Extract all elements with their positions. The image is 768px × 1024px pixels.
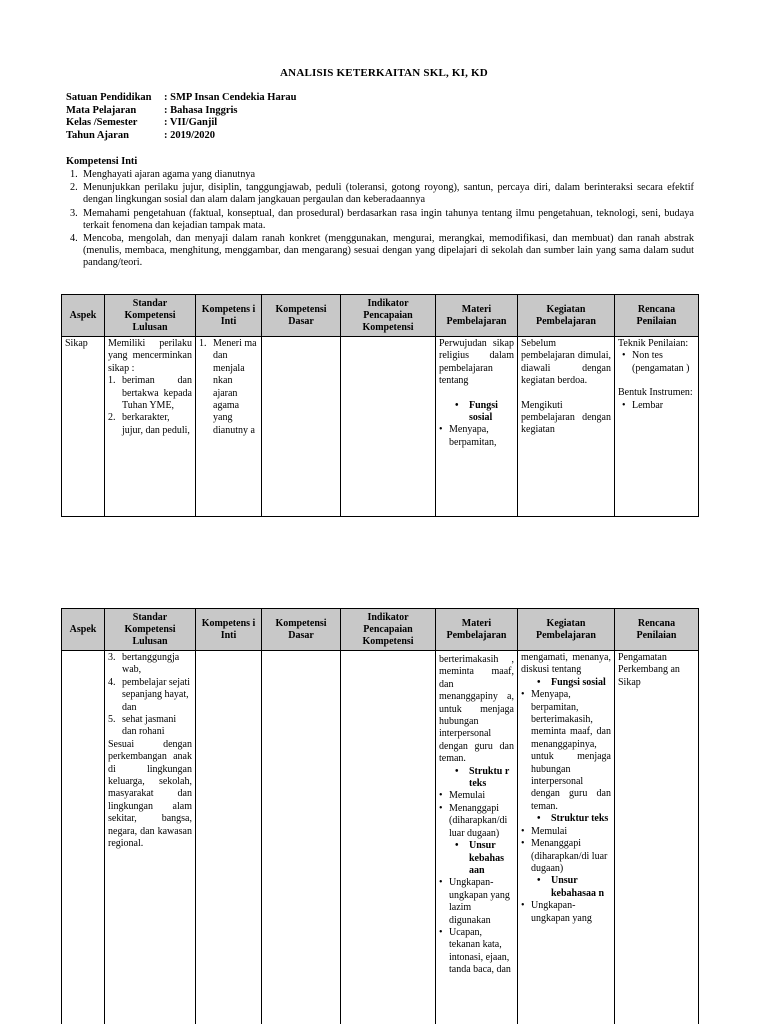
bullet-icon: [537, 677, 551, 689]
list-number: 2.: [70, 182, 78, 194]
cell-penilaian: [615, 337, 699, 517]
cell-ki: [196, 337, 262, 517]
bullet-icon: [439, 927, 449, 977]
bullet-icon: [455, 766, 469, 791]
list-item: [521, 677, 611, 689]
list-text: Menyapa, berpamitan, berterimakasih, meminta maaf, dan menanggapinya, untuk menjaga hubungan interpersonal dengan guru dan teman.: [531, 689, 611, 812]
kompetensi-inti-heading: Kompetensi Inti: [66, 156, 138, 167]
bullet-icon: [521, 826, 531, 838]
header-kegiatan: Kegiatan Pembelajaran: [518, 609, 615, 651]
bullet-icon: [521, 900, 531, 925]
list-text: Unsur kebahas aan: [469, 840, 505, 876]
kegiatan-text: Mengikuti pembelajaran dengan kegiatan: [521, 399, 611, 436]
list-text: berkarakter, jujur, dan peduli,: [122, 412, 190, 436]
header-penilaian: Rencana Penilaian: [615, 295, 699, 337]
info-value: : SMP Insan Cendekia Harau: [164, 92, 297, 103]
info-label: Tahun Ajaran: [66, 129, 129, 141]
info-label: Kelas /Semester: [66, 117, 138, 128]
list-number: 4.: [108, 676, 116, 688]
list-item: [521, 900, 611, 925]
info-label: Mata Pelajaran: [66, 104, 137, 116]
list-text: Ungkapan-ungkapan yang lazim digunakan: [449, 877, 510, 926]
cell-indikator: [341, 337, 436, 517]
cell-kegiatan: [518, 337, 615, 517]
list-item: [521, 838, 611, 875]
header-kd: Kompetensi Dasar: [262, 609, 341, 651]
bullet-icon: [439, 803, 449, 840]
materi-intro: berterimakasih , meminta maaf, dan menanggapiny a, untuk menjaga hubungan interpersonal dengan guru dan teman.: [439, 654, 514, 765]
header-penilaian: Rencana Penilaian: [615, 609, 699, 651]
list-text: Menunjukkan perilaku jujur, disiplin, tanggungjawab, peduli (toleransi, gotong royong), santun, percaya diri, dalam berinteraksi secara efektif dengan lingkungan sosial dan alam dalam jangkauan pergaulan dan keberadaannya: [83, 182, 694, 206]
list-item: [66, 208, 694, 232]
list-item: [439, 803, 514, 840]
analysis-table-2: [61, 608, 699, 1024]
list-text: Fungsi sosial: [551, 676, 606, 688]
table-header-row: [62, 609, 699, 651]
list-item: [521, 689, 611, 813]
cell-kd: [262, 651, 341, 1024]
info-row-satuan: [66, 92, 296, 105]
list-text: Menyapa, berpamitan,: [449, 424, 497, 448]
list-text: Memulai: [449, 790, 486, 802]
list-item: [439, 877, 514, 927]
list-item: [66, 182, 694, 206]
kompetensi-inti-list: [66, 169, 694, 270]
header-materi: Materi Pembelajaran: [436, 295, 518, 337]
header-skl: Standar Kompetensi Lulusan: [105, 609, 196, 651]
analysis-table-1: [61, 294, 699, 517]
list-number: 1.: [199, 338, 207, 349]
kegiatan-text: Sebelum pembelajaran dimulai, diawali dengan kegiatan berdoa.: [521, 338, 611, 387]
list-text: Non tes (pengamatan ): [632, 350, 690, 374]
header-kd: Kompetensi Dasar: [262, 295, 341, 337]
list-text: Menanggapi (diharapkan/di luar dugaan): [531, 838, 608, 874]
list-item: [439, 400, 514, 425]
header-ki: Kompetens i Inti: [196, 295, 262, 337]
cell-kd: [262, 337, 341, 517]
header-ki: Kompetens i Inti: [196, 609, 262, 651]
list-text: beriman dan bertakwa kepada Tuhan YME,: [122, 375, 192, 412]
list-item: [521, 875, 611, 900]
cell-ki: [196, 651, 262, 1024]
cell-materi: [436, 651, 518, 1024]
cell-skl: [105, 651, 196, 1024]
penilaian-label: Bentuk Instrumen:: [618, 387, 693, 399]
info-value: : Bahasa Inggris: [164, 104, 238, 116]
kompetensi-inti-section: [66, 156, 694, 271]
bullet-icon: [455, 400, 469, 425]
list-item: [439, 927, 514, 977]
list-item: [108, 677, 192, 714]
list-item: [521, 813, 611, 825]
list-number: 1.: [108, 375, 116, 387]
table-header-row: [62, 295, 699, 337]
header-indikator: Indikator Pencapaian Kompetensi: [341, 609, 436, 651]
info-label: Satuan Pendidikan: [66, 92, 152, 103]
list-item: [439, 766, 514, 791]
list-number: 5.: [108, 714, 116, 726]
bullet-icon: [439, 877, 449, 927]
bullet-icon: [439, 790, 449, 802]
table-row: [62, 651, 699, 1024]
list-text: pembelajar sejati sepanjang hayat, dan: [122, 676, 191, 713]
list-item: [199, 338, 258, 437]
skl-intro: Memiliki perilaku yang mencerminkan sikap :: [108, 338, 192, 374]
list-number: 3.: [108, 652, 116, 663]
list-number: 1.: [70, 169, 78, 180]
list-item: [439, 790, 514, 802]
list-text: Ucapan, tekanan kata, intonasi, ejaan, tanda baca, dan: [449, 926, 511, 976]
list-item: [66, 169, 694, 181]
document-info: [66, 92, 296, 142]
list-item: [439, 424, 514, 449]
list-item: [521, 826, 611, 838]
info-row-mapel: [66, 105, 296, 118]
list-text: bertanggungja wab,: [122, 652, 180, 676]
skl-text: Sesuai dengan perkembangan anak di lingkungan keluarga, sekolah, masyarakat dan lingkungan alam sekitar, bangsa, negara, dan kawasan regional.: [108, 738, 192, 850]
kegiatan-intro: mengamati, menanya, diskusi tentang: [521, 652, 611, 676]
cell-skl: [105, 337, 196, 517]
list-text: Struktu r teks: [469, 765, 510, 790]
header-kegiatan: Kegiatan Pembelajaran: [518, 295, 615, 337]
table-row: [62, 337, 699, 517]
bullet-icon: [537, 875, 551, 900]
list-number: 4.: [70, 233, 78, 245]
bullet-icon: [622, 400, 632, 412]
list-text: Unsur kebahasaa n: [551, 875, 605, 899]
list-text: Menanggapi (diharapkan/di luar dugaan): [449, 802, 508, 839]
bullet-icon: [622, 350, 632, 375]
list-text: Meneri ma dan menjala nkan ajaran agama yang dianutny a: [213, 338, 257, 436]
list-text: sehat jasmani dan rohani: [122, 714, 177, 738]
list-text: Memahami pengetahuan (faktual, konseptual, dan prosedural) berdasarkan rasa ingin tahunya tentang ilmu pengetahuan, teknologi, seni, budaya terkait fenomena dan kejadian tampak mata.: [83, 207, 694, 231]
bullet-icon: [455, 840, 469, 877]
document-title: ANALISIS KETERKAITAN SKL, KI, KD: [280, 67, 488, 79]
bullet-icon: [521, 838, 531, 875]
list-number: 2.: [108, 412, 116, 424]
list-text: Menghayati ajaran agama yang dianutnya: [83, 169, 256, 180]
info-value: : VII/Ganjil: [164, 117, 218, 128]
materi-intro: Perwujudan sikap religius dalam pembelajaran tentang: [439, 338, 514, 387]
aspek-text: Sikap: [65, 338, 88, 349]
list-item: [618, 400, 695, 412]
list-text: Lembar: [632, 399, 664, 411]
cell-aspek: [62, 337, 105, 517]
list-item: [108, 714, 192, 739]
list-text: Struktur teks: [551, 813, 609, 825]
header-skl: Standar Kompetensi Lulusan: [105, 295, 196, 337]
header-materi: Materi Pembelajaran: [436, 609, 518, 651]
list-item: [108, 412, 192, 437]
cell-materi: [436, 337, 518, 517]
info-row-tahun: [66, 130, 296, 143]
list-text: Mencoba, mengolah, dan menyaji dalam ranah konkret (menggunakan, mengurai, merangkai, memodifikasi, dan membuat) dan ranah abstrak (menulis, membaca, menghitung, menggambar, dan mengarang) sesuai dengan yang dipelajari di sekolah dan sumber lain yang sama dalam sudut pandang/teori.: [83, 233, 694, 269]
header-aspek: Aspek: [62, 295, 105, 337]
list-number: 3.: [70, 207, 78, 219]
list-text: Memulai: [531, 825, 568, 837]
header-aspek: Aspek: [62, 609, 105, 651]
info-row-kelas: [66, 117, 296, 130]
list-item: [618, 350, 695, 375]
cell-aspek: [62, 651, 105, 1024]
bullet-icon: [521, 689, 531, 813]
list-item: [66, 233, 694, 270]
list-text: Ungkapan-ungkapan yang: [531, 900, 592, 924]
list-item: [108, 375, 192, 412]
penilaian-text: Pengamatan Perkembang an Sikap: [618, 652, 680, 688]
cell-indikator: [341, 651, 436, 1024]
cell-kegiatan: [518, 651, 615, 1024]
bullet-icon: [439, 424, 449, 449]
info-value: : 2019/2020: [164, 129, 216, 141]
list-text: Fungsi sosial: [469, 399, 498, 424]
header-indikator: Indikator Pencapaian Kompetensi: [341, 295, 436, 337]
list-item: [439, 840, 514, 877]
cell-penilaian: [615, 651, 699, 1024]
penilaian-label: Teknik Penilaian:: [618, 338, 689, 349]
list-item: [108, 652, 192, 677]
bullet-icon: [537, 813, 551, 825]
